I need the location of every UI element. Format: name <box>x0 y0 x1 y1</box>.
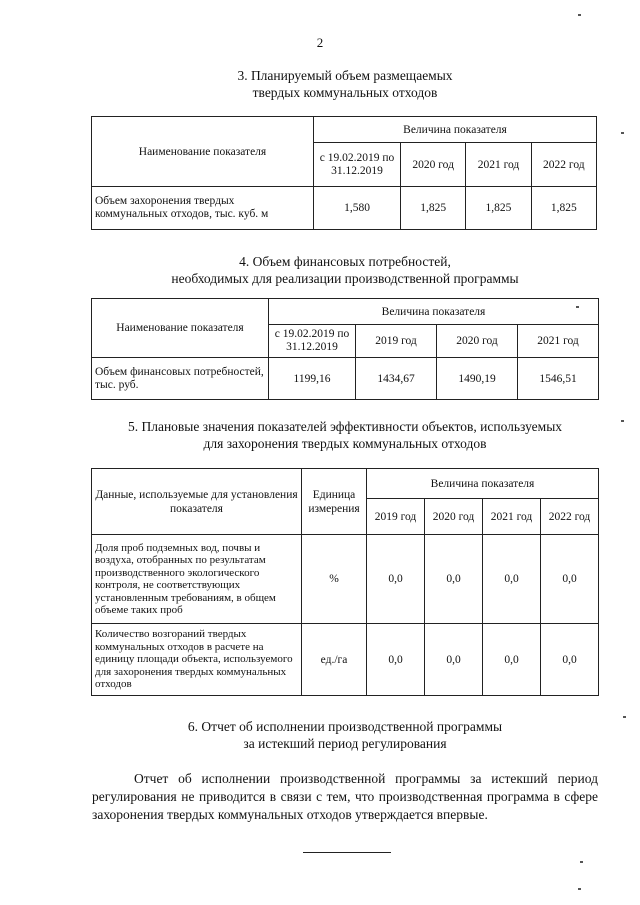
report-paragraph-text: Отчет об исполнении производственной программы за истекший период регулирования не приводится в связи с тем, что производственная программа в сфере захоронения твердых коммунальных отходов утверждается впервые. <box>92 771 598 822</box>
row-label: Объем финансовых потребностей, тыс. руб. <box>92 358 269 400</box>
header-indicator-value: Величина показателя <box>314 117 597 143</box>
row-label: Объем захоронения твердых коммунальных отходов, тыс. куб. м <box>92 187 314 230</box>
row-label: Количество возгораний твердых коммунальных отходов в расчете на единицу площади объекта, используемого для захоронения твердых коммунальных отходов <box>92 624 302 696</box>
table-efficiency-indicators <box>91 468 599 696</box>
section-3-title-line2: твердых коммунальных отходов <box>252 85 438 100</box>
period-header: 2020 год <box>401 143 466 187</box>
value-cell: 1,825 <box>466 187 531 230</box>
scan-speck <box>621 132 624 134</box>
year-header: 2021 год <box>483 499 541 535</box>
section-5-title-line1: 5. Плановые значения показателей эффективности объектов, используемых <box>127 419 563 434</box>
value-cell: 1199,16 <box>269 358 356 400</box>
period-header: 2021 год <box>466 143 531 187</box>
period-header: с 19.02.2019 по 31.12.2019 <box>314 143 401 187</box>
table-row <box>92 624 599 696</box>
table-financial-needs <box>91 298 599 400</box>
value-cell: 1,580 <box>314 187 401 230</box>
period-header: 2020 год <box>437 325 518 358</box>
value-cell: 0,0 <box>541 535 599 624</box>
period-header: 2019 год <box>356 325 437 358</box>
value-cell: 1546,51 <box>518 358 599 400</box>
scan-speck <box>576 306 579 308</box>
row-label: Доля проб подземных вод, почвы и воздуха, отобранных по результатам производственного экологического контроля, не соответствующих установленным требованиям, в общем объеме таких проб <box>92 535 302 624</box>
scan-speck <box>578 14 581 16</box>
table-waste-volume <box>91 116 597 230</box>
year-header: 2020 год <box>425 499 483 535</box>
period-header: с 19.02.2019 по 31.12.2019 <box>269 325 356 358</box>
value-cell: 0,0 <box>425 624 483 696</box>
page-number: 2 <box>316 35 324 50</box>
scan-speck <box>578 888 581 890</box>
year-header: 2022 год <box>541 499 599 535</box>
period-header: 2021 год <box>518 325 599 358</box>
section-6-title-line2: за истекший период регулирования <box>243 736 447 751</box>
header-indicator-name: Наименование показателя <box>92 299 269 358</box>
value-cell: 1,825 <box>531 187 596 230</box>
header-indicator-value: Величина показателя <box>269 299 599 325</box>
closing-rule <box>303 852 391 853</box>
header-indicator-name: Наименование показателя <box>92 117 314 187</box>
section-4-title-line1: 4. Объем финансовых потребностей, <box>239 254 451 269</box>
value-cell: 0,0 <box>541 624 599 696</box>
header-unit: Единица измерения <box>302 469 367 535</box>
section-5-title <box>0 418 640 452</box>
value-cell: 0,0 <box>483 535 541 624</box>
unit-cell: % <box>302 535 367 624</box>
table-row <box>92 535 599 624</box>
value-cell: 1,825 <box>401 187 466 230</box>
period-header: 2022 год <box>531 143 596 187</box>
section-3-title <box>0 67 640 101</box>
value-cell: 0,0 <box>425 535 483 624</box>
value-cell: 1434,67 <box>356 358 437 400</box>
section-4-title-line2: необходимых для реализации производственной программы <box>171 271 519 286</box>
value-cell: 0,0 <box>367 535 425 624</box>
value-cell: 1490,19 <box>437 358 518 400</box>
section-4-title <box>0 253 640 287</box>
header-indicator-value: Величина показателя <box>367 469 599 499</box>
section-6-title-line1: 6. Отчет об исполнении производственной программы <box>187 719 503 734</box>
scan-speck <box>621 420 624 422</box>
value-cell: 0,0 <box>367 624 425 696</box>
scan-speck <box>580 861 583 863</box>
section-6-title <box>0 718 640 752</box>
unit-cell: ед./га <box>302 624 367 696</box>
scan-speck <box>623 716 626 718</box>
header-data: Данные, используемые для установления показателя <box>92 469 302 535</box>
section-5-title-line2: для захоронения твердых коммунальных отходов <box>203 436 487 451</box>
report-paragraph <box>92 770 598 824</box>
section-3-title-line1: 3. Планируемый объем размещаемых <box>237 68 453 83</box>
year-header: 2019 год <box>367 499 425 535</box>
value-cell: 0,0 <box>483 624 541 696</box>
